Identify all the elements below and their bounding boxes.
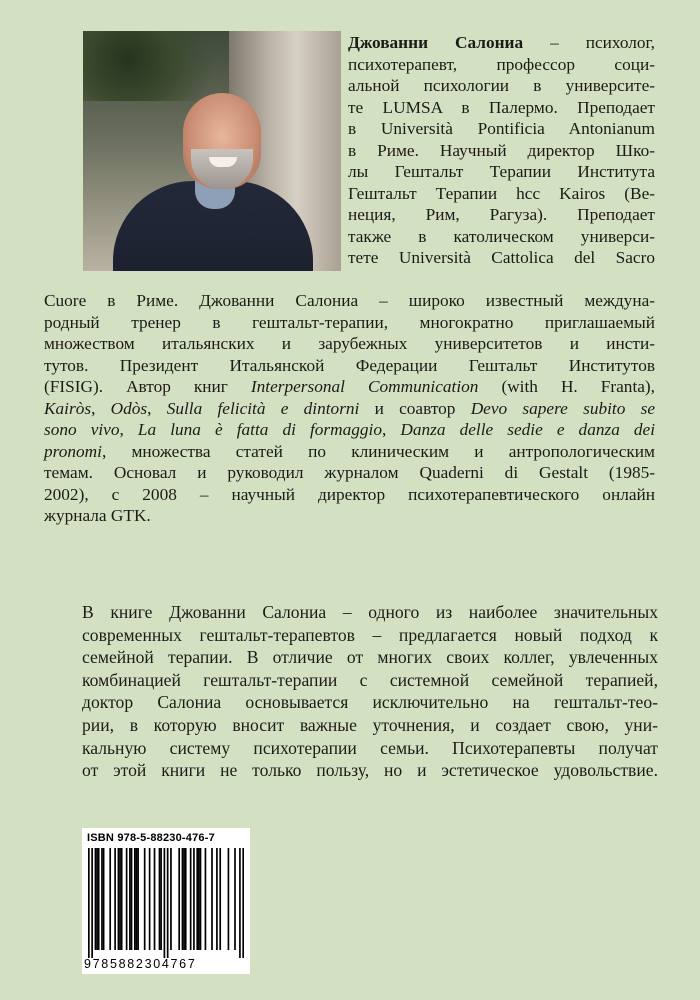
book-title: Sulla felicità e dintorni xyxy=(166,398,360,418)
book-description xyxy=(82,601,658,782)
barcode-bar xyxy=(126,848,128,950)
barcode-bar xyxy=(137,848,139,950)
description-line: рии, в которую вносит важные уточнения, и создает свою, уни- xyxy=(82,714,658,735)
book-title: pronomi xyxy=(44,441,102,461)
description-line: современных гештальт-терапевтов – предлагается новый подход к xyxy=(82,624,658,645)
bio-line xyxy=(44,376,655,398)
bio-line xyxy=(44,398,655,420)
bio-line xyxy=(348,161,655,183)
author-photo xyxy=(83,31,341,271)
barcode-bar xyxy=(228,848,230,950)
bio-text: неция, Рим, Рагуза). Преподает xyxy=(348,205,655,224)
bio-line xyxy=(348,183,655,205)
bio-text: и соавтор xyxy=(359,398,471,418)
bio-line xyxy=(44,290,655,312)
bio-line xyxy=(348,118,655,140)
barcode-bar xyxy=(154,848,156,950)
bio-text: Гештальт Терапии hcc Kairos (Ве- xyxy=(348,183,655,203)
barcode-bar xyxy=(131,848,133,950)
bio-line xyxy=(44,484,655,506)
bio-line xyxy=(44,355,655,377)
bio-text: – психолог, xyxy=(523,33,655,52)
barcode-bar xyxy=(121,848,123,950)
barcode-bar xyxy=(88,848,90,958)
bio-text: тутов. Президент Итальянской Федерации Гештальт Институтов xyxy=(44,355,655,375)
book-title: Kairòs xyxy=(44,398,92,418)
barcode-bar xyxy=(205,848,207,950)
bio-line xyxy=(348,140,655,162)
bio-text: Cuore в Риме. Джованни Салониа – широко известный междуна- xyxy=(44,291,655,310)
bio-text: те LUMSA в Палермо. Преподает xyxy=(348,97,655,117)
barcode-bar xyxy=(178,848,180,950)
bio-line xyxy=(44,419,655,441)
barcode-bar xyxy=(234,848,236,950)
bio-text: множеством итальянских и зарубежных университетов и инсти- xyxy=(44,334,655,353)
barcode-bar xyxy=(216,848,218,950)
bio-line xyxy=(348,247,655,269)
bio-text: , xyxy=(382,420,401,439)
barcode-bar xyxy=(114,848,116,950)
bio-text: (FISIG). Автор книг xyxy=(44,377,251,396)
barcode-bar xyxy=(109,848,111,950)
barcode-bar xyxy=(200,848,202,950)
barcode-digits: 9785882304767 xyxy=(84,957,197,971)
bio-line xyxy=(44,441,655,463)
book-title: sono vivo xyxy=(44,420,120,439)
bio-text: , xyxy=(119,420,138,439)
bio-text: журнала GTK. xyxy=(44,506,151,525)
barcode-bar xyxy=(95,848,97,950)
barcode-bar xyxy=(101,848,103,950)
bio-line xyxy=(348,97,655,119)
barcode-bars xyxy=(88,848,244,958)
barcode-bar xyxy=(190,848,192,950)
barcode-bar xyxy=(149,848,151,950)
barcode-bar xyxy=(103,848,105,950)
description-line: кальную систему психотерапии семьи. Психотерапевты получат xyxy=(82,737,658,758)
barcode-bar xyxy=(185,848,187,950)
bio-text: альной психологии в университе- xyxy=(348,76,655,95)
book-title: Odòs xyxy=(110,398,148,418)
bio-text: лы Гештальт Терапии Института xyxy=(348,162,655,181)
barcode-bar xyxy=(144,848,146,950)
bio-text: также в католическом универси- xyxy=(348,226,655,246)
bio-text: родный тренер в гештальт-терапии, многократно приглашаемый xyxy=(44,312,655,332)
barcode-bar xyxy=(91,848,93,958)
bio-line xyxy=(44,505,655,527)
bio-text: психотерапевт, профессор соци- xyxy=(348,54,655,74)
bio-line xyxy=(348,226,655,248)
barcode-bar xyxy=(119,848,121,950)
barcode-bar xyxy=(167,848,169,958)
barcode-bar xyxy=(98,848,100,950)
barcode-bar xyxy=(164,848,166,958)
book-title: Danza delle sedie e danza dei xyxy=(400,420,656,439)
barcode-bar xyxy=(239,848,241,958)
bio-line xyxy=(348,32,655,54)
bio-line xyxy=(348,75,655,97)
barcode-bar xyxy=(96,848,98,950)
bio-text: (with H. Franta), xyxy=(478,377,655,396)
isbn-label: ISBN 978-5-88230-476-7 xyxy=(87,832,215,844)
photo-foliage xyxy=(83,31,233,101)
bio-text: , множества статей по клиническим и антропологическим xyxy=(101,441,655,461)
bio-text: , xyxy=(147,398,167,418)
barcode-bar xyxy=(170,848,172,950)
barcode-bar xyxy=(160,848,162,950)
bio-text: в Università Pontificia Antonianum xyxy=(348,119,655,138)
author-bio-continued xyxy=(44,290,655,527)
description-line: от этой книги не только пользу, но и эстетическое удовольствие. xyxy=(82,760,658,781)
bio-text: в Риме. Научный директор Шко- xyxy=(348,140,655,160)
barcode-bar xyxy=(136,848,138,950)
barcode-bar xyxy=(159,848,161,950)
barcode-bar xyxy=(129,848,131,950)
barcode-bar xyxy=(219,848,221,950)
barcode-bar xyxy=(183,848,185,950)
author-bio-beside-photo xyxy=(348,32,655,269)
bio-text: темам. Основал и руководил журналом Quaderni di Gestalt (1985- xyxy=(44,463,655,482)
bio-line xyxy=(44,333,655,355)
description-line: комбинацией гештальт-терапии с системной семейной терапией, xyxy=(82,669,658,690)
barcode-bar xyxy=(118,848,120,950)
barcode-bar xyxy=(198,848,200,950)
description-line: В книге Джованни Салониа – одного из наиболее значительных xyxy=(82,602,658,622)
barcode-bar xyxy=(211,848,213,950)
barcode-bar xyxy=(182,848,184,950)
book-title: La luna è fatta di formaggio xyxy=(137,420,383,439)
bio-text: тете Università Cattolica del Sacro xyxy=(348,248,655,267)
barcode-bar xyxy=(196,848,198,950)
book-title: Interpersonal Communication xyxy=(250,377,479,396)
bio-line xyxy=(348,54,655,76)
barcode-block xyxy=(82,828,250,974)
description-line: семейной терапии. В отличие от многих своих коллег, увлеченных xyxy=(82,647,658,668)
bio-text: 2002), с 2008 – научный директор психотерапевтического онлайн xyxy=(44,484,655,504)
bio-line xyxy=(44,312,655,334)
author-name: Джованни Салониа xyxy=(348,33,524,52)
bio-line xyxy=(44,462,655,484)
book-title: Devo sapere subito se xyxy=(470,398,656,418)
barcode-bar xyxy=(193,848,195,950)
description-line: доктор Салониа основывается исключительно на гештальт-тео- xyxy=(82,692,658,713)
barcode-bar xyxy=(134,848,136,950)
bio-line xyxy=(348,204,655,226)
barcode-bar xyxy=(242,848,244,958)
bio-text: , xyxy=(91,398,111,418)
